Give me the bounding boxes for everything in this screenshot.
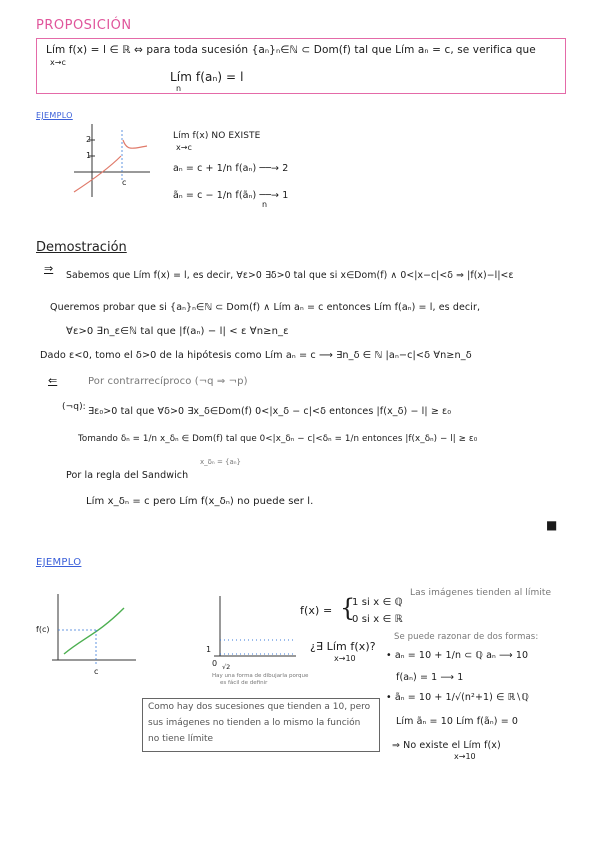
- reason-title: Se puede razonar de dos formas:: [394, 632, 539, 642]
- func-case-2: 0 si x ∈ ℝ: [352, 614, 403, 625]
- side-note: Las imágenes tienden al límite: [410, 588, 552, 598]
- example1-line-3: ãₙ = c − 1/n f(ãₙ) ──→ 1: [173, 190, 289, 201]
- x-tick-c: c: [122, 178, 127, 187]
- reason-line-5: ⇒ No existe el Lím f(x): [392, 740, 501, 751]
- y-tick-1: 1: [86, 151, 92, 160]
- demo-line-2: Queremos probar que si {aₙ}ₙ∈ℕ ⊂ Dom(f) ∧ Lím aₙ = c entonces Lím f(aₙ) = l, es decir,: [50, 302, 481, 313]
- conclusion-line: Lím x_δₙ = c pero Lím f(x_δₙ) no puede ser l.: [86, 496, 314, 507]
- reason-sub: x→10: [454, 752, 476, 761]
- question-sub: x→10: [334, 654, 356, 663]
- neg-label: (¬q):: [62, 402, 86, 412]
- example1-line-1: Lím f(x) NO EXISTE: [173, 131, 261, 141]
- neg-line-2: Tomando δₙ = 1/n x_δₙ ∈ Dom(f) tal que 0<|x_δₙ − c|<δₙ = 1/n entonces |f(x_δₙ) − l| ≥ ε₀: [78, 434, 478, 444]
- proposition-line2-sub: n: [176, 84, 182, 93]
- graph2-x-label2: √2: [222, 663, 231, 671]
- demo-line-3: ∀ε>0 ∃n_ε∈ℕ tal que |f(aₙ) − l| < ε ∀n≥n_ε: [66, 326, 289, 337]
- func-case-1: 1 si x ∈ ℚ: [352, 597, 403, 608]
- proposition-line1-sub: x→c: [50, 58, 66, 67]
- func-brace: {: [340, 594, 356, 622]
- question: ¿∃ Lím f(x)?: [310, 640, 376, 653]
- graph2-x-label: 0: [212, 659, 218, 668]
- curve-right: [123, 140, 147, 148]
- graph2-y-label: 1: [206, 645, 212, 654]
- example2-title: EJEMPLO: [36, 557, 82, 568]
- contra-line: Por contrarrecíproco (¬q ⇒ ¬p): [88, 376, 248, 387]
- example1-line-sub: x→c: [176, 143, 192, 152]
- demo-title: Demostración: [36, 240, 127, 255]
- sandwich-line: Por la regla del Sandwich: [66, 470, 189, 481]
- proposition-title: PROPOSICIÓN: [36, 18, 132, 33]
- note-line-2: sus imágenes no tienden a lo mismo la función: [148, 718, 361, 728]
- reason-line-1: • aₙ = 10 + 1/n ⊂ ℚ aₙ ⟶ 10: [386, 650, 529, 661]
- demo-line-1: Sabemos que Lím f(x) = l, es decir, ∀ε>0 ∃δ>0 tal que si x∈Dom(f) ∧ 0<|x−c|<δ ⇒ |f(x)−l|<ε: [66, 270, 514, 281]
- example1-title: EJEMPLO: [36, 111, 73, 120]
- graph1-y-label: f(c): [36, 625, 50, 634]
- func-lhs: f(x) =: [300, 604, 333, 617]
- neg-line-1: ∃ε₀>0 tal que ∀δ>0 ∃x_δ∈Dom(f) 0<|x_δ − c|<δ entonces |f(x_δ) − l| ≥ ε₀: [88, 406, 452, 417]
- graph2-caption-1: Hay una forma de dibujarla porque: [212, 673, 309, 679]
- example1-graph: [72, 122, 152, 200]
- backward-marker: ⇐: [48, 374, 58, 387]
- curve-left: [74, 156, 121, 192]
- reason-line-2: f(aₙ) = 1 ⟶ 1: [396, 672, 464, 683]
- graph1-x-label: c: [94, 667, 99, 676]
- xdelta-note: x_δₙ = {aₙ}: [200, 458, 242, 466]
- reason-line-3: • ãₙ = 10 + 1/√(n²+1) ∈ ℝ∖ℚ: [386, 692, 529, 703]
- note-line-1: Como hay dos sucesiones que tienden a 10, pero: [148, 702, 371, 712]
- example1-line-2: aₙ = c + 1/n f(aₙ) ──→ 2: [173, 163, 289, 174]
- graph2-caption-2: es fácil de definir: [220, 680, 268, 686]
- y-tick-2: 2: [86, 135, 92, 144]
- proposition-line2: Lím f(aₙ) = l: [170, 70, 244, 84]
- demo-line-4: Dado ε<0, tomo el δ>0 de la hipótesis como Lím aₙ = c ⟶ ∃n_δ ∈ ℕ |aₙ−c|<δ ∀n≥n_δ: [40, 350, 472, 361]
- note-line-3: no tiene límite: [148, 734, 214, 744]
- proposition-line1: Lím f(x) = l ∈ ℝ ⇔ para toda sucesión {aₙ}ₙ∈ℕ ⊂ Dom(f) tal que Lím aₙ = c, se verifica que: [46, 44, 536, 56]
- forward-marker: ⇒: [44, 262, 54, 275]
- example1-arrow-sub: n: [262, 200, 268, 209]
- qed-mark: ■: [546, 518, 558, 532]
- example2-graph1: [38, 590, 138, 674]
- curve: [64, 608, 124, 654]
- reason-line-4: Lím ãₙ = 10 Lím f(ãₙ) = 0: [396, 716, 519, 727]
